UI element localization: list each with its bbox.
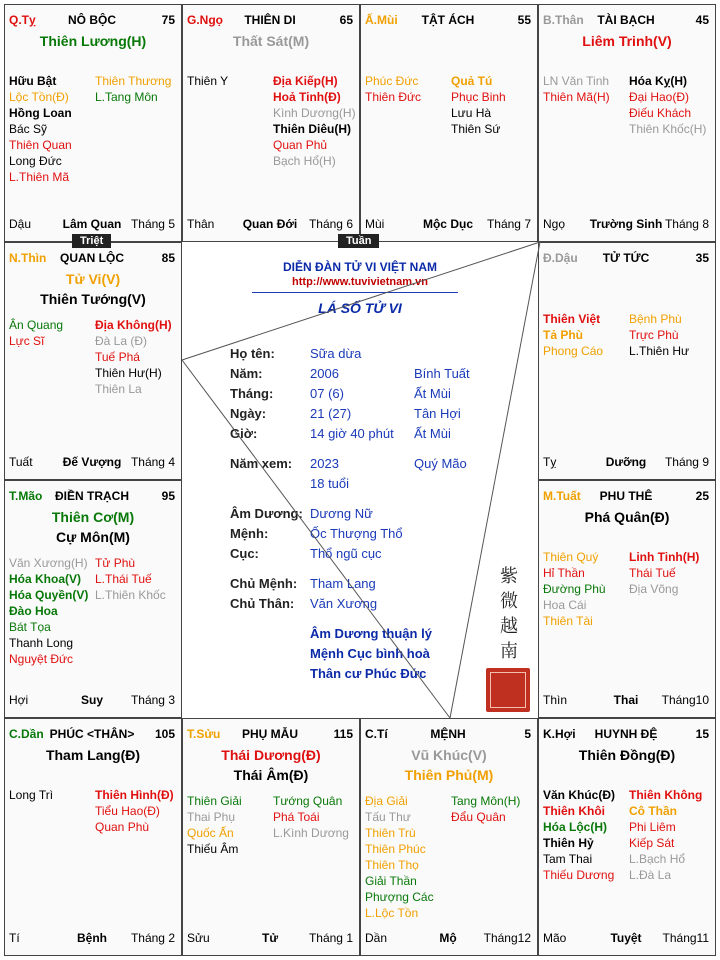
main-star: Thái Âm(Đ) bbox=[233, 767, 309, 783]
palace-stage: Thai bbox=[613, 693, 639, 707]
palace-can: Q.Tỵ bbox=[9, 13, 36, 27]
main-star: Thái Dương(Đ) bbox=[221, 747, 321, 763]
tuan-tag: Tuần bbox=[338, 234, 379, 248]
star: Thiên Hư(H) bbox=[95, 366, 162, 380]
palace-can: C.Dần bbox=[9, 727, 44, 741]
info-value: 07 (6) bbox=[310, 386, 344, 401]
star: Thiên Khôi bbox=[543, 804, 605, 818]
star: Thiên Hỷ bbox=[543, 836, 594, 850]
palace-branch: Tỵ bbox=[543, 455, 557, 469]
info-value: 2023 bbox=[310, 456, 339, 471]
star: L.Thiên Mã bbox=[9, 170, 70, 184]
palace-stage: Quan Đới bbox=[242, 217, 298, 231]
star: Quan Phù bbox=[95, 820, 150, 834]
star: Phá Toái bbox=[273, 810, 320, 824]
palace-can: N.Thìn bbox=[9, 251, 47, 265]
main-star: Thiên Lương(H) bbox=[39, 33, 147, 49]
star: Thiên Quý bbox=[543, 550, 599, 564]
star: Thiên Giải bbox=[187, 794, 242, 808]
star: Phi Liêm bbox=[629, 820, 676, 834]
star: Hóa Quyền(V) bbox=[9, 588, 89, 602]
palace-name: TỬ TỨC bbox=[602, 251, 650, 265]
palace-branch: Tuất bbox=[9, 455, 33, 469]
palace-branch: Mão bbox=[543, 931, 567, 945]
star: Lực Sĩ bbox=[9, 334, 45, 348]
star: Thiên Mã(H) bbox=[543, 90, 610, 104]
forum-title: DIỄN ĐÀN TỬ VI VIỆT NAM bbox=[283, 260, 437, 274]
palace-can: Đ.Dậu bbox=[543, 251, 578, 265]
star: Thiên Trù bbox=[365, 826, 416, 840]
info-label: Cục: bbox=[230, 546, 259, 561]
star: Địa Võng bbox=[629, 582, 679, 596]
palace-branch: Thìn bbox=[543, 693, 568, 707]
info-label: Họ tên: bbox=[230, 346, 275, 361]
star: Trực Phù bbox=[629, 328, 679, 342]
palace-stage: Tuyệt bbox=[610, 931, 642, 945]
star: Thiên La bbox=[95, 382, 142, 396]
star: Hóa Lộc(H) bbox=[543, 820, 607, 834]
palace-stage: Suy bbox=[80, 693, 103, 707]
palace-number: 75 bbox=[161, 13, 175, 27]
info-label: Chủ Mệnh: bbox=[230, 576, 298, 591]
palace-month: Tháng10 bbox=[661, 693, 709, 707]
palace-month: Tháng 1 bbox=[308, 931, 353, 945]
info-value: Văn Xương bbox=[310, 596, 378, 611]
info-extra: Ất Mùi bbox=[414, 426, 451, 441]
palace-name: PHỤ MẪU bbox=[242, 727, 298, 741]
star: L.Thiên Hư bbox=[629, 344, 690, 358]
palace-can: G.Ngọ bbox=[187, 13, 223, 27]
palace-name: TÀI BẠCH bbox=[597, 13, 655, 27]
star: Địa Giải bbox=[365, 794, 408, 808]
main-star: Vũ Khúc(V) bbox=[411, 747, 487, 763]
info-extra: Ất Mùi bbox=[414, 386, 451, 401]
info-value: 18 tuổi bbox=[310, 476, 350, 491]
palace-name: PHU THÊ bbox=[599, 489, 653, 503]
palace-month: Tháng 7 bbox=[486, 217, 531, 231]
palace-name: THIÊN DI bbox=[244, 13, 296, 27]
palace-number: 5 bbox=[524, 727, 531, 741]
star: Hồng Loan bbox=[9, 106, 72, 120]
palace-number: 65 bbox=[339, 13, 353, 27]
star: Thiên Thọ bbox=[365, 858, 419, 872]
star: Hỉ Thần bbox=[543, 566, 585, 580]
star: Thiên Không bbox=[629, 788, 703, 802]
star: Thiên Tài bbox=[543, 614, 593, 628]
palace-number: 55 bbox=[517, 13, 531, 27]
palace-month: Tháng 9 bbox=[664, 455, 709, 469]
star: Thiên Khốc(H) bbox=[629, 122, 707, 136]
star: Quan Phủ bbox=[273, 138, 328, 152]
star: Văn Khúc(Đ) bbox=[543, 788, 615, 802]
palace-stage: Lâm Quan bbox=[62, 217, 122, 231]
star: Đẩu Quân bbox=[451, 810, 506, 824]
palace-name: MỆNH bbox=[430, 727, 466, 741]
star: Bát Tọa bbox=[9, 620, 51, 634]
palace-branch: Thân bbox=[187, 217, 215, 231]
palace-month: Tháng 2 bbox=[130, 931, 175, 945]
star: Thiếu Âm bbox=[187, 842, 239, 856]
star: Tử Phù bbox=[95, 556, 136, 570]
info-value: Dương Nữ bbox=[310, 506, 373, 521]
star: Hữu Bật bbox=[9, 74, 57, 88]
palace-stage: Trường Sinh bbox=[589, 217, 663, 231]
info-value: 2006 bbox=[310, 366, 339, 381]
main-star: Tham Lang(Đ) bbox=[45, 747, 141, 763]
palace-month: Tháng11 bbox=[662, 931, 709, 945]
star: Thiên Sứ bbox=[451, 122, 501, 136]
main-star: Thiên Phủ(M) bbox=[404, 767, 494, 783]
palace-branch: Mùi bbox=[365, 217, 385, 231]
info-label: Giờ: bbox=[230, 426, 258, 441]
main-star: Tử Vi(V) bbox=[65, 271, 121, 287]
star: Lưu Hà bbox=[451, 106, 492, 120]
star: Thiên Hình(Đ) bbox=[95, 788, 174, 802]
star: LN Văn Tinh bbox=[543, 74, 610, 88]
star: Cô Thần bbox=[629, 804, 677, 818]
star: Thiên Đức bbox=[365, 90, 422, 104]
info-extra: Bính Tuất bbox=[414, 366, 470, 381]
chart-note: Thân cư Phúc Đức bbox=[310, 666, 427, 681]
palace-can: C.Tí bbox=[365, 727, 388, 741]
palace-stage: Mộ bbox=[439, 931, 457, 945]
star: Thiên Y bbox=[187, 74, 229, 88]
palace-name: ĐIỀN TRẠCH bbox=[55, 489, 129, 503]
star: Đào Hoa bbox=[9, 604, 58, 618]
star: Hoa Cái bbox=[543, 598, 587, 612]
star: Văn Xương(H) bbox=[9, 556, 88, 570]
star: Đường Phù bbox=[543, 582, 606, 596]
info-extra: Quý Mão bbox=[414, 456, 467, 471]
star: Hóa Khoa(V) bbox=[9, 572, 81, 586]
palace-stage: Mộc Dục bbox=[422, 217, 473, 231]
triet-tag: Triệt bbox=[72, 234, 111, 248]
star: Thiên Diêu(H) bbox=[273, 122, 351, 136]
main-star: Thiên Cơ(M) bbox=[51, 509, 135, 525]
star: Thái Tuế bbox=[629, 566, 676, 580]
star: Tang Môn(H) bbox=[451, 794, 521, 808]
info-label: Năm xem: bbox=[230, 456, 293, 471]
palace-month: Tháng12 bbox=[483, 931, 531, 945]
vertical-calligraphy: 紫 微 越 南 bbox=[500, 566, 518, 662]
palace-stage: Tử bbox=[261, 931, 279, 945]
palace-month: Tháng 8 bbox=[664, 217, 709, 231]
palace-name: QUAN LỘC bbox=[60, 251, 124, 265]
palace-branch: Tí bbox=[9, 931, 20, 945]
star: Long Trì bbox=[9, 788, 54, 802]
star: Thiên Việt bbox=[543, 312, 601, 326]
star: Thai Phụ bbox=[187, 810, 236, 824]
star: Tấu Thư bbox=[365, 810, 411, 824]
palace-can: T.Mão bbox=[9, 489, 43, 503]
star: Linh Tinh(H) bbox=[629, 550, 700, 564]
main-star: Thất Sát(M) bbox=[232, 33, 310, 49]
star: Thiên Thương bbox=[95, 74, 172, 88]
main-star: Thiên Đồng(Đ) bbox=[578, 747, 676, 763]
info-value: Ốc Thượng Thổ bbox=[310, 526, 403, 541]
star: Tướng Quân bbox=[273, 794, 343, 808]
star: Thiếu Dương bbox=[543, 868, 615, 882]
star: L.Thái Tuế bbox=[95, 572, 152, 586]
palace-month: Tháng 4 bbox=[130, 455, 175, 469]
info-label: Tháng: bbox=[230, 386, 274, 401]
star: L.Thiên Khốc bbox=[95, 588, 166, 602]
star: Đại Hao(Đ) bbox=[629, 90, 690, 104]
palace-name: HUYNH ĐỆ bbox=[594, 727, 658, 741]
star: Phúc Đức bbox=[365, 74, 419, 88]
main-star: Liêm Trinh(V) bbox=[582, 33, 672, 49]
star: Đà La (Đ) bbox=[95, 334, 148, 348]
info-value: Sữa dừa bbox=[310, 346, 362, 361]
palace-number: 35 bbox=[695, 251, 709, 265]
star: L.Đà La bbox=[629, 868, 672, 882]
palace-branch: Dậu bbox=[9, 217, 32, 231]
star: L.Lộc Tồn bbox=[365, 906, 419, 920]
star: Quả Tú bbox=[451, 74, 493, 88]
palace-name: NÔ BỘC bbox=[68, 13, 116, 27]
star: Địa Không(H) bbox=[95, 318, 172, 332]
star: L.Bạch Hổ bbox=[629, 852, 686, 866]
palace-stage: Đế Vượng bbox=[62, 455, 122, 469]
star: Thiên Quan bbox=[9, 138, 72, 152]
palace-branch: Ngọ bbox=[543, 217, 566, 231]
palace-month: Tháng 3 bbox=[130, 693, 175, 707]
palace-stage: Bệnh bbox=[77, 931, 107, 945]
main-star: Thiên Tướng(V) bbox=[40, 291, 146, 307]
star: Phục Binh bbox=[451, 90, 506, 104]
palace-name: TẬT ÁCH bbox=[421, 13, 475, 27]
info-label: Âm Dương: bbox=[230, 506, 303, 521]
chart-note: Mệnh Cục bình hoà bbox=[310, 646, 430, 661]
info-label: Năm: bbox=[230, 366, 263, 381]
star: Điếu Khách bbox=[629, 106, 692, 120]
star: Tam Thai bbox=[543, 852, 593, 866]
palace-number: 15 bbox=[695, 727, 709, 741]
palace-name: PHÚC <THÂN> bbox=[49, 727, 135, 741]
star: Hóa Kỵ(H) bbox=[629, 74, 688, 88]
palace-branch: Dần bbox=[365, 931, 388, 945]
star: Kình Dương(H) bbox=[273, 106, 356, 120]
palace-number: 95 bbox=[161, 489, 175, 503]
star: Thiên Phúc bbox=[365, 842, 426, 856]
star: Quốc Ấn bbox=[187, 826, 234, 840]
star: Giải Thần bbox=[365, 874, 417, 888]
main-star: Phá Quân(Đ) bbox=[584, 509, 670, 525]
star: Thanh Long bbox=[9, 636, 74, 650]
info-label: Ngày: bbox=[230, 406, 267, 421]
star: Phượng Các bbox=[365, 890, 434, 904]
info-label: Mệnh: bbox=[230, 526, 269, 541]
star: Tiểu Hao(Đ) bbox=[95, 804, 160, 818]
palace-branch: Hợi bbox=[9, 693, 29, 707]
palace-month: Tháng 6 bbox=[308, 217, 353, 231]
chart-note: Âm Dương thuận lý bbox=[310, 626, 432, 641]
palace-number: 45 bbox=[695, 13, 709, 27]
palace-number: 115 bbox=[333, 727, 353, 741]
star: Phong Cáo bbox=[543, 344, 604, 358]
palace-can: Ấ.Mùi bbox=[365, 13, 398, 27]
forum-url[interactable]: http://www.tuvivietnam.vn bbox=[292, 276, 428, 288]
star: Nguyệt Đức bbox=[9, 652, 74, 666]
star: Ân Quang bbox=[9, 318, 64, 332]
star: Địa Kiếp(H) bbox=[273, 74, 338, 88]
palace-number: 85 bbox=[161, 251, 175, 265]
info-value: Thổ ngũ cục bbox=[310, 546, 382, 561]
main-star: Cự Môn(M) bbox=[56, 529, 130, 545]
star: Kiếp Sát bbox=[629, 836, 675, 850]
star: Bác Sỹ bbox=[9, 122, 48, 136]
star: Tả Phù bbox=[543, 328, 584, 342]
palace-can: M.Tuất bbox=[543, 489, 581, 503]
info-value: 14 giờ 40 phút bbox=[310, 426, 394, 441]
info-value: Tham Lang bbox=[310, 576, 376, 591]
info-extra: Tân Hợi bbox=[414, 406, 461, 421]
star: Bệnh Phù bbox=[629, 312, 682, 326]
star: Lộc Tồn(Đ) bbox=[9, 90, 69, 104]
star: L.Kình Dương bbox=[273, 826, 349, 840]
palace-stage: Dưỡng bbox=[605, 455, 647, 469]
chart-title: LÁ SỐ TỬ VI bbox=[318, 300, 402, 316]
star: Bạch Hổ(H) bbox=[273, 154, 336, 168]
palace-branch: Sửu bbox=[187, 931, 210, 945]
info-value: 21 (27) bbox=[310, 406, 352, 421]
palace-can: T.Sửu bbox=[187, 727, 221, 741]
palace-month: Tháng 5 bbox=[130, 217, 175, 231]
info-label: Chủ Thân: bbox=[230, 596, 295, 611]
star: Tuế Phá bbox=[95, 350, 140, 364]
palace-can: B.Thân bbox=[543, 13, 584, 27]
palace-number: 105 bbox=[154, 727, 175, 741]
palace-can: K.Hợi bbox=[543, 727, 576, 741]
star: Long Đức bbox=[9, 154, 62, 168]
star: Hoả Tinh(Đ) bbox=[273, 90, 341, 104]
palace-number: 25 bbox=[695, 489, 709, 503]
star: L.Tang Môn bbox=[95, 90, 158, 104]
